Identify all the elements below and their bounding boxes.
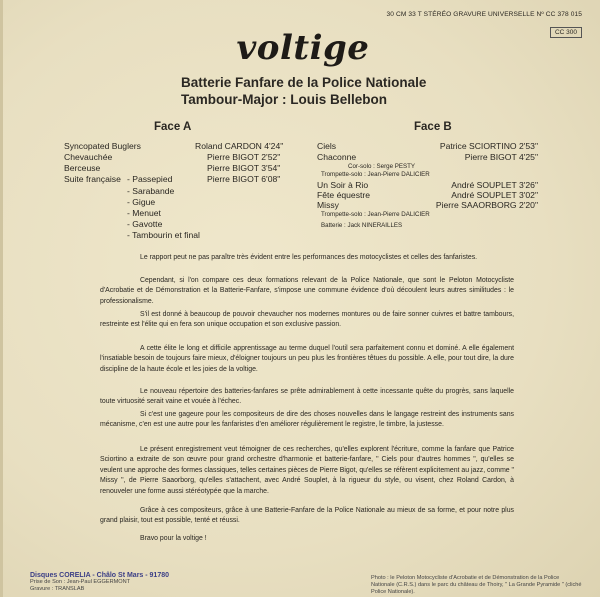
face-b-title: Face B bbox=[414, 121, 452, 133]
face-a-movement: - Sarabande bbox=[127, 186, 175, 196]
face-b-track-name: Un Soir à Rio bbox=[317, 180, 369, 190]
face-a-track-name: Suite française bbox=[64, 174, 121, 184]
face-b-credit: Trompette-solo : Jean-Pierre DALICIER bbox=[321, 211, 430, 218]
drum-major: Tambour-Major : Louis Bellebon bbox=[181, 92, 388, 107]
face-a-movement: - Passepied bbox=[127, 174, 173, 184]
photo-credit: Photo : le Peloton Motocycliste d'Acrobatie et de Démonstration de la Police Nationale (C.R.S.) dans le parc du château de Thoiry, " La Grande Pyramide " (cliché Police Nationale). bbox=[371, 575, 582, 595]
face-a-track-composer: Pierre BIGOT 6'08" bbox=[207, 174, 281, 184]
liner-paragraph: Si c'est une gageure pour les compositeurs de dire des choses nouvelles dans le langage restreint des instruments sans mécanisme, c'en est une autre pour les fanfaristes d'en améliorer régulièrement le registre, le timbre, la justesse. bbox=[100, 411, 514, 429]
face-b-track-name: Fête équestre bbox=[317, 190, 371, 200]
face-b-track-composer: André SOUPLET 3'26" bbox=[451, 180, 538, 190]
liner-paragraph: Le nouveau répertoire des batteries-fanfares se prête admirablement à cette incessante quête du progrès, sans laquelle toute virtuosité serait vaine et vouée à l'échec. bbox=[100, 388, 514, 406]
liner-paragraph: S'il est donné à beaucoup de pouvoir chevaucher nos modernes montures ou de faire sonner cuivres et battre tambours, restreinte est l'élite qui en fera son unique occupation et son exclusive passion. bbox=[100, 311, 514, 329]
face-a-track-composer: Pierre BIGOT 2'52" bbox=[207, 152, 281, 162]
recording-credit: Prise de Son : Jean-Paul EGGERMONT bbox=[30, 579, 131, 585]
face-a-track-name: Syncopated Buglers bbox=[64, 141, 141, 151]
face-b-credit: Cor-solo : Serge PESTY bbox=[348, 163, 416, 170]
album-subtitle bbox=[181, 74, 426, 108]
face-a-movement: - Gigue bbox=[127, 197, 156, 207]
footer-credits bbox=[30, 572, 169, 593]
face-b-track-name: Missy bbox=[317, 200, 339, 210]
face-a-track-composer: Pierre BIGOT 3'54" bbox=[207, 163, 281, 173]
face-a-movement: - Gavotte bbox=[127, 219, 163, 229]
face-b-credit: Trompette-solo : Jean-Pierre DALICIER bbox=[321, 171, 430, 178]
face-a-track-name: Chevauchée bbox=[64, 152, 113, 162]
face-a-track-name: Berceuse bbox=[64, 163, 101, 173]
liner-paragraph: A cette élite le long et difficile apprentissage au terme duquel l'outil sera parfaitement connu et dominé. A elle également l'insatiable besoin de toujours faire mieux, d'éloigner toujours un peu plus les frontières têtues du possible. A elle, pour tout dire, la dure discipline de la haute école et les joies de la voltige. bbox=[100, 345, 514, 373]
face-b-track-composer: Pierre SAAORBORG 2'20" bbox=[435, 200, 538, 210]
liner-paragraph: Le rapport peut ne pas paraître très évident entre les performances des motocyclistes et celles des fanfaristes. bbox=[140, 254, 478, 261]
catalog-number: 30 CM 33 T STÉRÉO GRAVURE UNIVERSELLE Nº CC 378 015 bbox=[386, 11, 582, 18]
liner-paragraph: Bravo pour la voltige ! bbox=[140, 535, 207, 542]
face-a-track-composer: Roland CARDON 4'24" bbox=[195, 141, 284, 151]
face-b-track-composer: Patrice SCIORTINO 2'53" bbox=[439, 141, 538, 151]
ensemble-name: Batterie Fanfare de la Police Nationale bbox=[181, 75, 427, 90]
liner-paragraph: Le présent enregistrement veut témoigner de ces recherches, qu'elles explorent l'écriture, comme la fanfare que Patrice Sciortino a extraite de son œuvre pour grand orchestre d'harmonie et batterie-fanfare, " Ciels pour d'autres hommes ", qu'elles se veulent une approche des formes classiques, telles certaines pièces de Pierre Bigot, qu'elles se réfèrent explicitement au jazz, comme " Missy ", de Pierre Saaorborg, qu'elles s'attachent, avec André Souplet, à la rigueur du style, ou visent, chez Roland Cardon, à renouveler une forme aussi stéréotypée que la marche. bbox=[100, 446, 514, 495]
album-title: voltige bbox=[236, 28, 370, 68]
face-b-credit: Batterie : Jack NINERAILLES bbox=[321, 222, 403, 229]
cc-code-box: CC 300 bbox=[550, 27, 582, 38]
face-a-movement: - Menuet bbox=[127, 208, 161, 218]
face-b-track-name: Ciels bbox=[317, 141, 337, 151]
face-b-track-name: Chaconne bbox=[317, 152, 357, 162]
face-b-track-composer: André SOUPLET 3'02" bbox=[451, 190, 538, 200]
liner-paragraph: Grâce à ces compositeurs, grâce à une Batterie-Fanfare de la Police Nationale au mieux de sa forme, et pour notre plus grand plaisir, tout est possible, tenté et réussi. bbox=[100, 507, 514, 525]
face-b-track-composer: Pierre BIGOT 4'25" bbox=[464, 152, 538, 162]
engraving-credit: Gravure : TRANSLAB bbox=[30, 586, 85, 592]
record-label: Disques CORELIA - Châlo St Mars - 91780 bbox=[30, 572, 169, 579]
face-a-movement: - Tambourin et final bbox=[127, 230, 200, 240]
liner-paragraph: Cependant, si l'on compare ces deux formations relevant de la Police Nationale, que sont le Peloton Motocycliste d'Acrobatie et de Démonstration et la Batterie-Fanfare, s'impose une commune évidence d'où découlent leurs autres similitudes : le professionalisme. bbox=[100, 277, 514, 305]
face-a-title: Face A bbox=[154, 121, 192, 133]
